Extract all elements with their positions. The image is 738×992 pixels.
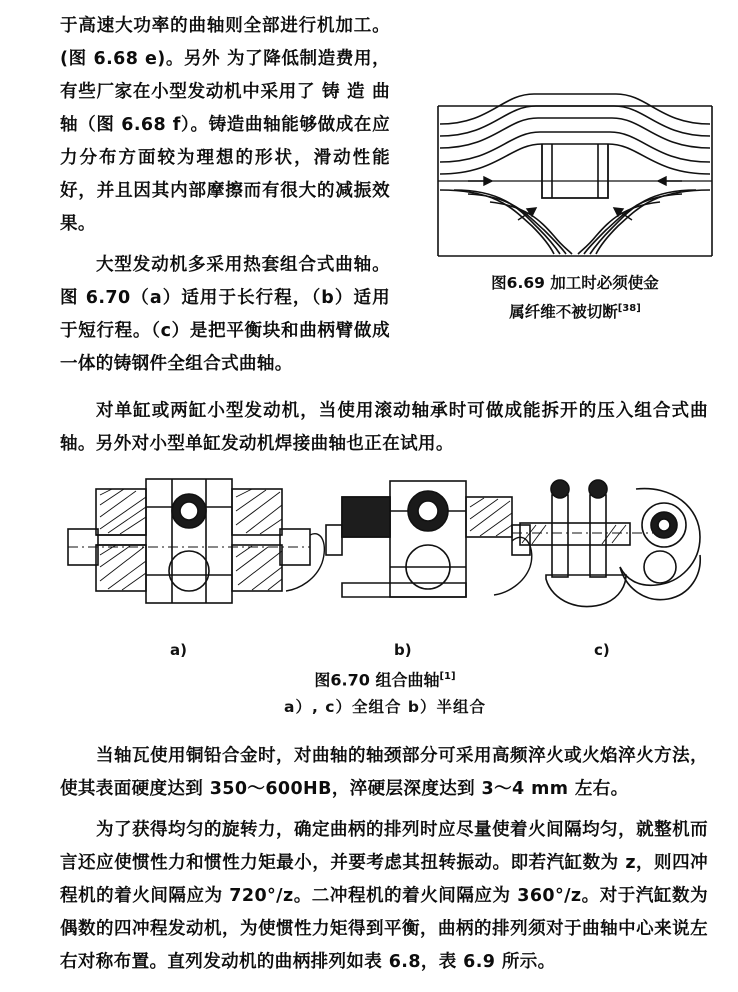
figure-6-69-caption [430, 270, 720, 325]
paragraph-2: 大型发动机多采用热套组合式曲轴。图 6.70（a）适用于长行程，（b）适用于短行程。（c）是把平衡块和曲柄臂做成一体的铸钢件全组合式曲轴。 [60, 255, 390, 374]
figure-6-69 [430, 78, 720, 325]
paragraph-5: 为了获得均匀的旋转力，确定曲柄的排列时应尽量使着火间隔均匀，就整机而言还应使惯性力和惯性力矩最小，并要考虑其扭转振动。即若汽缸数为 z，则四冲程机的着火间隔应为 720°/z。二冲程机的着火间隔应为 360°/z。对于汽缸数为偶数的四冲程发动机，为使惯性力矩得到平衡，曲柄的排列须对于曲轴中心来说左右对称布置。直列发动机的曲柄排列如表 6.8，表 6.9 所示。 [60, 820, 708, 973]
figure-6-70-label-c: c) [594, 641, 610, 659]
figure-6-70 [60, 471, 710, 720]
figure-6-70-subcaption: a）, c）全组合 b）半组合 [284, 698, 486, 717]
figure-6-69-caption-line1: 图6.69 加工时必须使金 [491, 274, 659, 292]
paragraph-1: 于高速大功率的曲轴则全部进行机加工。(图 6.68 e)。另外 为了降低制造费用，有些厂家在小型发动机中采用了 铸 造 曲 轴（图 6.68 f）。铸造曲轴能够做成在应力分布方面较为理想的形状，滑动性能好，并且因其内部摩擦而有很大的减振效果。 [60, 16, 390, 234]
figure-6-70-caption [60, 663, 710, 694]
figure-6-70-label-b: b) [394, 641, 412, 659]
figure-6-69-caption-line2: 属纤维不被切断[38] [509, 303, 641, 322]
paragraph-3: 对单缸或两缸小型发动机，当使用滚动轴承时可做成能拆开的压入组合式曲轴。另外对小型单缸发动机焊接曲轴也正在试用。 [60, 401, 708, 454]
figure-6-70-label-a: a) [170, 641, 187, 659]
figure-6-70-caption-text: 图6.70 组合曲轴 [314, 670, 440, 690]
figure-6-70-drawing [60, 471, 708, 641]
figure-6-70-caption-ref: [1] [439, 671, 456, 682]
figure-6-69-drawing [430, 78, 720, 268]
paragraph-4: 当轴瓦使用铜铅合金时，对曲轴的轴颈部分可采用高频淬火或火焰淬火方法，使其表面硬度达到 350～600HB，淬硬层深度达到 3～4 mm 左右。 [60, 746, 708, 800]
figure-6-70-labels [60, 641, 710, 663]
figure-6-69-caption-ref: [38] [617, 303, 641, 314]
